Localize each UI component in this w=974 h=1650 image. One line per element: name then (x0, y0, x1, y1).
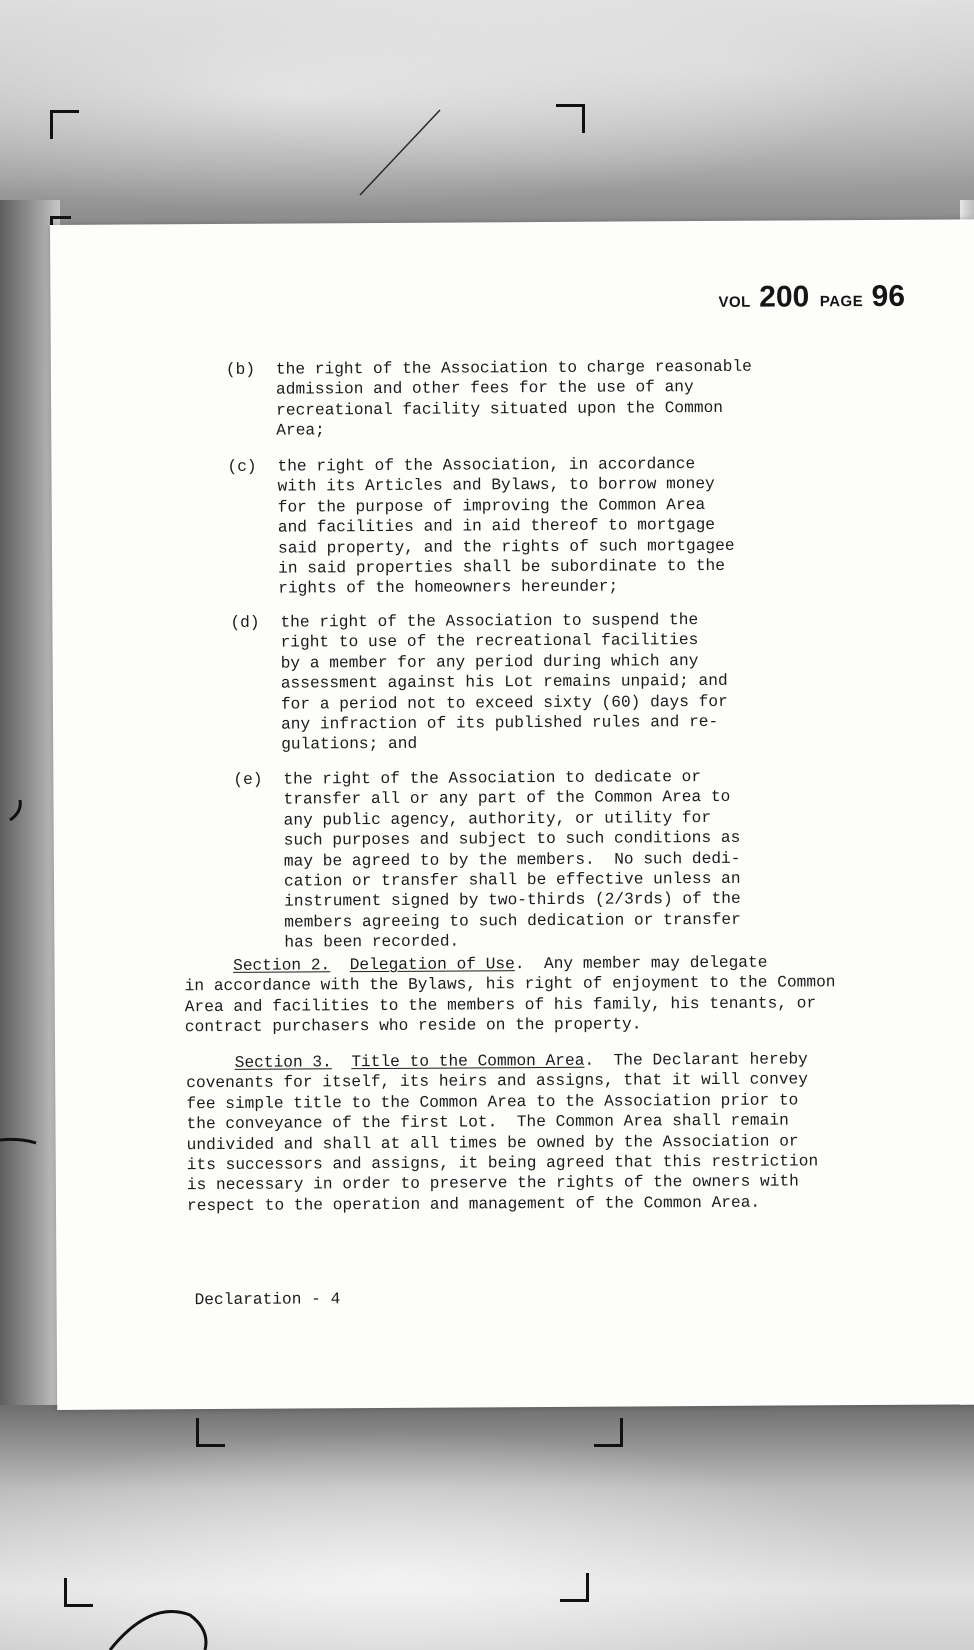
item-line: instrument signed by two-thirds (2/3rds) of the (284, 890, 741, 912)
item-body (280, 610, 728, 756)
item-line: with its Articles and Bylaws, to borrow money (277, 475, 715, 497)
vol-number: 200 (759, 280, 810, 314)
document-page (50, 219, 974, 1410)
item-line: the right of the Association to dedicate or (283, 768, 702, 789)
item-body (277, 454, 734, 600)
volume-page-reference (718, 280, 948, 315)
item-marker: (d) (230, 613, 260, 632)
item-line: in said properties shall be subordinate to the (278, 556, 726, 578)
section-heading-rest: . Any member may delegate (514, 953, 768, 974)
item-marker: (b) (225, 360, 256, 379)
item-line: Area; (276, 421, 325, 440)
section-3 (186, 1049, 818, 1216)
page-label: PAGE (819, 293, 864, 311)
scan-stroke-left-hook (10, 800, 20, 820)
section-line: contract purchasers who reside on the property. (184, 1015, 642, 1037)
section-line: undivided and shall at all times be owned by the Association or (186, 1132, 799, 1154)
section-title: Title to the Common Area (351, 1051, 585, 1072)
item-line: may be agreed to by the members. No such dedi- (283, 849, 741, 871)
page-footer: Declaration - 4 (194, 1290, 341, 1310)
scan-stroke-diagonal (360, 110, 440, 195)
item-line: transfer all or any part of the Common Area to (283, 788, 731, 809)
item-line: the right of the Association to charge reasonable (275, 357, 752, 379)
section-2 (184, 952, 835, 1038)
section-heading-rest: . The Declarant hereby (584, 1050, 808, 1070)
item-line: recreational facility situated upon the Common (276, 398, 724, 420)
item-line: gulations; and (281, 735, 418, 755)
section-line: in accordance with the Bylaws, his right of enjoyment to the Common (184, 973, 836, 996)
section-line: fee simple title to the Common Area to the Association prior to (186, 1091, 799, 1113)
item-line: any infraction of its published rules and re- (281, 712, 719, 734)
section-line: is necessary in order to preserve the rights of the owners with (186, 1172, 799, 1195)
item-line: said property, and the rights of such mortgagee (277, 536, 735, 558)
section-line: covenants for itself, its heirs and assigns, that it will convey (186, 1070, 808, 1093)
section-line: Area and facilities to the members of his family, his tenants, or (184, 994, 817, 1017)
section-number: Section 2. (233, 956, 331, 975)
vol-label: VOL (718, 293, 751, 311)
section-line: the conveyance of the first Lot. The Common Area shall remain (186, 1111, 789, 1134)
item-line: the right of the Association to suspend the (280, 611, 699, 632)
section-title: Delegation of Use (349, 955, 515, 975)
item-marker: (c) (227, 457, 257, 476)
item-line: and facilities and in aid thereof to mortgage (277, 516, 716, 537)
item-line: by a member for any period during which any (280, 651, 699, 673)
item-line: right to use of the recreational facilities (280, 631, 699, 653)
item-line: has been recorded. (284, 932, 460, 952)
section-number: Section 3. (234, 1053, 332, 1072)
section-line: its successors and assigns, it being agreed that this restriction (186, 1152, 819, 1175)
item-line: the right of the Association, in accordance (277, 455, 696, 476)
item-body (283, 767, 741, 953)
page-number: 96 (871, 279, 906, 313)
scan-stroke-left (0, 1139, 36, 1143)
section-line: respect to the operation and management of the Common Area. (186, 1193, 761, 1216)
item-line: any public agency, authority, or utility for (283, 808, 712, 830)
item-line: admission and other fees for the use of any (275, 378, 694, 400)
item-marker: (e) (233, 770, 263, 789)
item-line: for the purpose of improving the Common Area (277, 495, 706, 517)
item-line: members agreeing to such dedication or transfer (284, 910, 741, 932)
item-line: for a period not to exceed sixty (60) days for (280, 692, 728, 714)
item-line: assessment against his Lot remains unpaid; and (280, 672, 728, 693)
item-body (276, 357, 752, 442)
item-line: such purposes and subject to such conditions as (283, 829, 741, 850)
item-line: rights of the homeowners hereunder; (278, 577, 619, 599)
item-line: cation or transfer shall be effective unless an (283, 869, 741, 891)
scan-stroke-bottom-curve (110, 1612, 206, 1650)
